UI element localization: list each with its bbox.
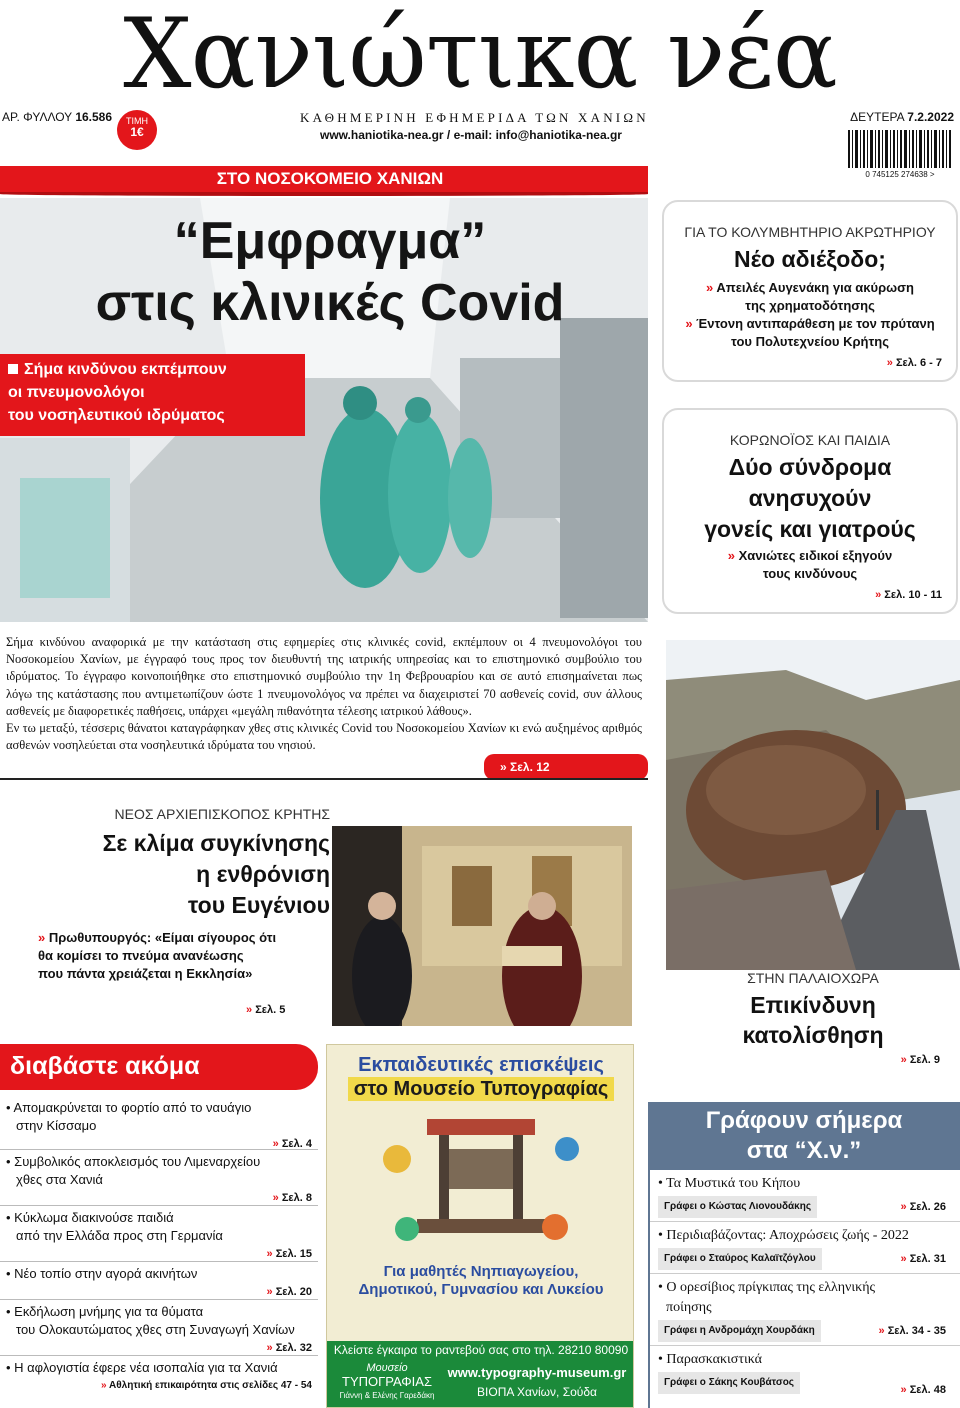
column-item[interactable]: • Τα Μυστικά του Κήπου Γράφει ο Κώστας Λιονουδάκης » Σελ. 26 bbox=[650, 1170, 960, 1222]
list-item[interactable]: • Νέο τοπίο στην αγορά ακινήτων » Σελ. 20 bbox=[0, 1262, 318, 1300]
masthead-title: Χανιώτικα νέα bbox=[123, 0, 837, 110]
museum-logo: Μουσείο ΤΥΠΟΓΡΑΦΙΑΣ Γιάννη & Ελένης Γαρεδάκη bbox=[339, 1362, 435, 1400]
story-box-pool[interactable] bbox=[662, 200, 958, 382]
landslide-kicker: ΣΤΗΝ ΠΑΛΑΙΟΧΩΡΑ bbox=[747, 970, 879, 986]
children-title: Δύο σύνδρομα ανησυχούν γονείς και γιατρούς bbox=[704, 454, 916, 542]
ad-address: ΒΙΟΠΑ Χανίων, Σούδα bbox=[477, 1385, 597, 1399]
lead-paragraph-2: Εν τω μεταξύ, τέσσερις θάνατοι καταγράφηκαν χθες στις κλινικές Covid του Νοσοκομείου Χανίων κι ενώ αυξημένος αριθμός ασθενών νοσηλεύεται στα νοσηλευτικά ιδρύματα του νησιού. bbox=[6, 721, 642, 753]
archbishop-quote: » Πρωθυπουργός: «Είμαι σίγουρος ότι θα κομίσει το πνεύμα ανανέωσης που πάντα χρειάζεται η Εκκλησία» bbox=[38, 930, 277, 981]
read-more-list bbox=[0, 1096, 318, 1396]
barcode bbox=[844, 130, 956, 178]
pool-kicker: ΓΙΑ ΤΟ ΚΟΛΥΜΒΗΤΗΡΙΟ ΑΚΡΩΤΗΡΙΟΥ bbox=[684, 224, 936, 240]
lead-headline-line2: στις κλινικές Covid bbox=[95, 274, 565, 332]
lead-paragraph-1: Σήμα κινδύνου αναφορικά με την κατάσταση στις εφημερίες στις κλινικές covid, εκπέμπουν οι 4 πνευμονολόγοι του Νοσοκομείου Χανίων, με έγγραφό τους προς τον διευθυντή της ιατρικής υπηρεσίας και το επιστημονικό συμβούλιο του ιδρύματος. Το έγγραφο κοινοποιήθηκε στο επιστημονικό συμβούλιο την 1η Φεβρουαρίου και σε αυτό επισημαίνεται πως λόγω της κατάστασης που αντιμετωπίζουν ώστε 1 πνευμονολόγος να πρέπει να διαχειριστεί 70 ασθενείς covid, συν άλλους ασθενείς με διαφορετικές παθήσεις, υπάρχει «μεγάλη πιθανότητα τέλεσης ιατρικού λάθους». bbox=[6, 635, 642, 718]
issue-number: ΑΡ. ΦΥΛΛΟΥ 16.586 bbox=[2, 110, 113, 124]
lead-article-body bbox=[6, 634, 642, 754]
printing-press-illustration bbox=[367, 1109, 595, 1259]
pool-bullet-1: » Απειλές Αυγενάκη για ακύρωση της χρηματοδότησης bbox=[706, 280, 914, 313]
list-item[interactable]: • Κύκλωμα διακινούσε παιδιά από την Ελλάδα προς στη Γερμανία » Σελ. 15 bbox=[0, 1206, 318, 1262]
list-item[interactable]: • Συμβολικός αποκλεισμός του Λιμεναρχείου χθες στα Χανιά » Σελ. 8 bbox=[0, 1150, 318, 1206]
columns-list bbox=[648, 1170, 960, 1408]
archbishop-kicker: ΝΕΟΣ ΑΡΧΙΕΠΙΣΚΟΠΟΣ ΚΡΗΤΗΣ bbox=[114, 806, 330, 822]
pool-page-ref[interactable]: » Σελ. 6 - 7 bbox=[886, 357, 942, 369]
bullet-square-icon bbox=[8, 364, 18, 374]
archbishop-page-ref[interactable]: » Σελ. 5 bbox=[246, 1004, 286, 1016]
barcode-digits: 0 745125 274638 > bbox=[865, 170, 935, 178]
tagline: ΚΑΘΗΜΕΡΙΝΗ ΕΦΗΜΕΡΙΔΑ ΤΩΝ ΧΑΝΙΩΝ bbox=[300, 110, 649, 125]
pool-title: Νέο αδιέξοδο; bbox=[734, 246, 886, 272]
children-page-ref[interactable]: » Σελ. 10 - 11 bbox=[875, 589, 942, 601]
landslide-story[interactable] bbox=[666, 970, 960, 1066]
lead-headline-line1: “Εμφραγμα” bbox=[173, 212, 487, 270]
enthronement-photo bbox=[332, 826, 632, 1026]
divider bbox=[0, 778, 648, 780]
ad-contact-band bbox=[327, 1341, 634, 1408]
section-bar-swoosh bbox=[0, 192, 648, 196]
read-more-heading: διαβάστε ακόμα bbox=[0, 1044, 318, 1090]
section-bar-label: ΣΤΟ ΝΟΣΟΚΟΜΕΙΟ ΧΑΝΙΩΝ bbox=[216, 169, 444, 188]
children-bullet: » Χανιώτες ειδικοί εξηγούν τους κινδύνους bbox=[727, 548, 893, 581]
ad-url[interactable]: www.typography-museum.gr bbox=[447, 1365, 627, 1380]
pool-bullet-2: » Έντονη αντιπαράθεση με τον πρύτανη του Πολυτεχνείου Κρήτης bbox=[685, 316, 935, 349]
lead-subheading: Σήμα κινδύνου εκπέμπουν οι πνευμονολόγοι του νοσηλευτικού ιδρύματος bbox=[0, 354, 305, 436]
archbishop-story[interactable] bbox=[30, 806, 330, 983]
list-item[interactable]: • Απομακρύνεται το φορτίο από το ναυάγιο στην Κίσσαμο » Σελ. 4 bbox=[0, 1096, 318, 1150]
columns-heading: Γράφουν σήμερα στα “Χ.ν.” bbox=[648, 1102, 960, 1170]
landslide-page-ref[interactable]: » Σελ. 9 bbox=[900, 1054, 940, 1066]
ad-audience: Για μαθητές Νηπιαγωγείου, Δημοτικού, Γυμνασίου και Λυκείου bbox=[358, 1263, 604, 1298]
ad-title: Εκπαιδευτικές επισκέψεις στο Μουσείο Τυπογραφίας bbox=[327, 1053, 634, 1101]
ad-phone-line[interactable]: Κλείστε έγκαιρα το ραντεβού σας στο τηλ. 28210 80090 bbox=[333, 1343, 629, 1357]
landslide-title: Επικίνδυνη κατολίσθηση bbox=[742, 992, 884, 1048]
issue-date: ΔΕΥΤΕΡΑ 7.2.2022 bbox=[850, 110, 954, 124]
children-kicker: ΚΟΡΩΝΟΪΟΣ ΚΑΙ ΠΑΙΔΙΑ bbox=[729, 432, 891, 448]
site-contact[interactable]: www.haniotika-nea.gr / e-mail: info@haniotika-nea.gr bbox=[320, 128, 622, 142]
column-item[interactable]: • Περιδιαβάζοντας: Αποχρώσεις ζωής - 2022 Γράφει ο Σταύρος Καλαϊτζόγλου » Σελ. 31 bbox=[650, 1222, 960, 1274]
landslide-photo bbox=[666, 640, 960, 970]
list-item[interactable]: • Η αφλογιστία έφερε νέα ισοπαλία για τα Χανιά » Αθλητική επικαιρότητα στις σελίδες 47 - 54 bbox=[6, 1360, 312, 1391]
section-bar bbox=[0, 166, 648, 192]
museum-advertisement[interactable] bbox=[326, 1044, 634, 1408]
story-box-children[interactable] bbox=[662, 408, 958, 614]
list-item[interactable]: • Εκδήλωση μνήμης για τα θύματα του Ολοκαυτώματος χθες στη Συναγωγή Χανίων » Σελ. 32 bbox=[0, 1300, 318, 1356]
archbishop-title: Σε κλίμα συγκίνησης η ενθρόνιση του Ευγένιου bbox=[102, 830, 330, 918]
column-item[interactable]: • Ο ορεσίβιος πρίγκιπας της ελληνικής ποίησης Γράφει η Ανδρομάχη Χουρδάκη » Σελ. 34 - 35 bbox=[650, 1274, 960, 1346]
lead-page-ref[interactable]: » Σελ. 12 bbox=[484, 754, 648, 780]
lead-headline bbox=[0, 210, 660, 334]
price-badge: ΤΙΜΗ 1€ bbox=[117, 110, 157, 150]
column-item[interactable]: • Παρασκακιστικά Γράφει ο Σάκης Κουβάτσος » Σελ. 48 bbox=[658, 1352, 946, 1396]
